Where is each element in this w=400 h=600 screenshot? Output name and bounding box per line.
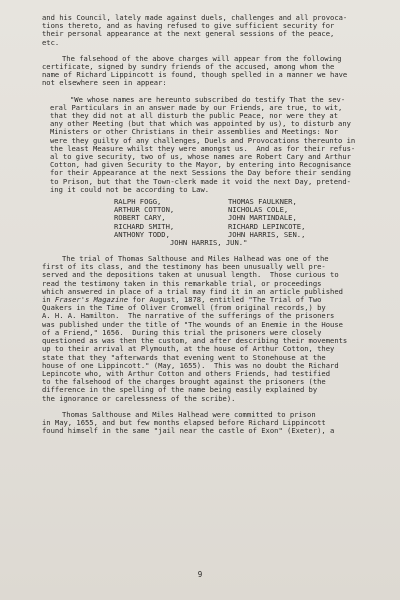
signatory-name: JOHN HARRIS, JUN.": [170, 238, 248, 248]
text-line: Cotton, had given Security to the Mayor, by entering into Recognisance: [50, 161, 351, 170]
text-line: Ministers or other Christians in their assemblies and Meetings: Nor: [50, 128, 339, 137]
text-line: served and the depositions taken at unusual length. Those curious to: [42, 271, 339, 280]
signatories-right-column: [228, 198, 305, 239]
text-line: Lepincote who, with Arthur Cotton and others Friends, had testified: [42, 369, 331, 378]
text-line: tions thereto, and as having refused to give sufficient security for: [42, 22, 335, 31]
signatories-left-column: [114, 198, 174, 239]
text-line: found himself in the same "jail near the castle of Exon" (Exeter), a: [42, 427, 335, 436]
paragraph-falsehood: [42, 55, 376, 88]
text-line: al to give security, two of us, whose names are Robert Cary and Arthur: [50, 153, 351, 162]
text-line: to the falsehood of the charges brought against the prisoners (the: [42, 378, 326, 387]
text-line: not elsewhere seen in appear:: [42, 79, 167, 88]
text-line: A. H. A. Hamilton. The narrative of the sufferings of the prisoners: [42, 312, 335, 321]
page-number: 9: [197, 570, 203, 579]
text-line: to Prison, but that the Town-clerk made it void the next Day, pretend-: [50, 177, 351, 186]
text-fragment: in: [42, 296, 55, 305]
text-line: read the testimony taken in this remarkable trial, or proceedings: [42, 279, 322, 288]
text-line: questioned as was then the custom, and after describing their movements: [42, 337, 348, 346]
magazine-title: Fraser's Magazine: [54, 296, 128, 305]
text-line: first of its class, and the testimony has been unusually well pre-: [42, 263, 326, 272]
text-line: name of Richard Lippincott is found, though spelled in a manner we have: [42, 71, 348, 80]
signatory-name: RICHARD LEPINCOTE,: [228, 222, 306, 231]
text-line: which answered in place of a trial may find it in an article published: [42, 287, 343, 296]
text-line: and his Council, lately made against duels, challenges and all provoca-: [42, 14, 348, 22]
text-line: their personal appearance at the next general sessions of the peace,: [42, 30, 335, 39]
text-line: ing it could not be according to Law.: [50, 185, 210, 194]
text-line: state that they "afterwards that evening went to Stonehouse at the: [42, 353, 326, 362]
signatory-name: JOHN HARRIS, SEN.,: [228, 230, 306, 239]
text-line: the ignorance or carelessness of the scribe).: [42, 394, 236, 403]
paragraph-trial: [42, 255, 376, 403]
text-line: that they did not at all disturb the public Peace, nor were they at: [50, 112, 339, 121]
paragraph-council-charges: [42, 14, 376, 47]
text-line: in May, 1655, and but few months elapsed before Richard Lippincott: [42, 418, 326, 427]
text-line: was published under the title of "The wounds of an Enemie in the House: [42, 320, 343, 329]
certificate-quotation: [42, 96, 376, 194]
signatory-name: JOHN MARTINDALE,: [228, 214, 297, 223]
text-fragment: for August, 1878, entitled "The Trial of Two: [128, 296, 322, 305]
text-line: certificate, signed by sundry friends of the accused, among whom the: [42, 63, 335, 72]
signatory-name: ARTHUR COTTON,: [114, 206, 175, 215]
text-line: any other Meeting (but that which was appointed by us), to disturb any: [50, 120, 351, 129]
text-line: [42, 296, 376, 304]
text-line: The falsehood of the above charges will appear from the following: [62, 54, 342, 63]
text-line: of a Friend," 1656. During this trial the prisoners were closely: [42, 328, 322, 337]
text-line: "We whose names are hereunto subscribed do testify That the sev-: [70, 95, 346, 104]
signatories-list: [42, 198, 376, 248]
text-line: the least Measure whilst they were amongst us. And as for their refus-: [50, 144, 356, 153]
signatory-name: ANTHONY TODD,: [114, 230, 170, 239]
text-line: up to their arrival at Plymouth, at the house of Arthur Cotton, they: [42, 345, 335, 354]
signatory-name: THOMAS FAULKNER,: [228, 198, 297, 207]
text-line: were they guilty of any challenges, Duels and Provocations thereunto in: [50, 136, 356, 145]
text-line: eral Particulars in an answer made by our Friends, are true, to wit,: [50, 103, 343, 112]
text-line: house of one Lippincott." (May, 1655). This was no doubt the Richard: [42, 361, 339, 370]
paragraph-committed: [42, 411, 376, 436]
text-line: difference in the spelling of the name being easily explained by: [42, 386, 318, 395]
text-line: for their Appearance at the next Sessions the Day before their sending: [50, 169, 351, 178]
text-line: Thomas Salthouse and Miles Halhead were committed to prison: [62, 410, 316, 419]
signatory-name: ROBERT CARY,: [114, 214, 166, 223]
signatory-name: NICHOLAS COLE,: [228, 206, 289, 215]
text-line: The trial of Thomas Salthouse and Miles Halhead was one of the: [62, 255, 329, 264]
text-line: etc.: [42, 38, 60, 47]
text-line: Quakers in the Time of Oliver Cromwell (from original records,) by: [42, 304, 326, 313]
signatory-name: RALPH FOGG,: [114, 198, 162, 207]
signatory-name: RICHARD SMITH,: [114, 222, 175, 231]
